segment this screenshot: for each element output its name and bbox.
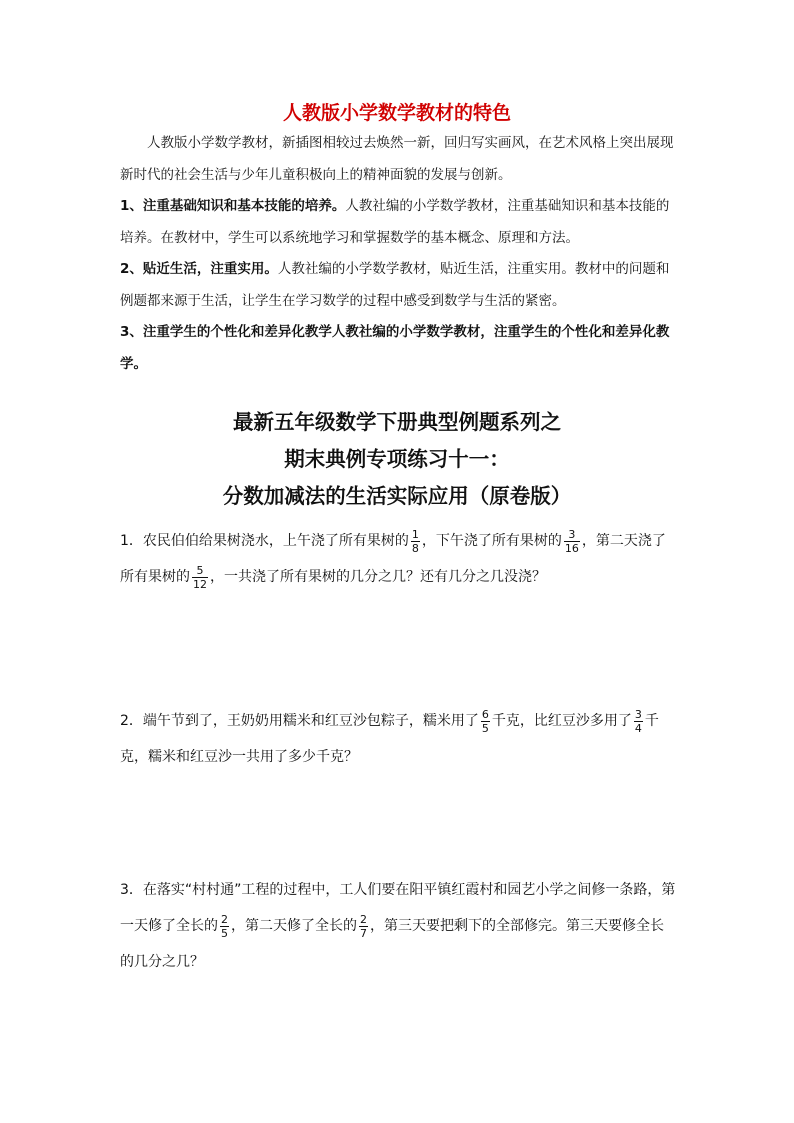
feature-1 <box>120 191 676 254</box>
denominator: 16 <box>564 541 579 555</box>
fraction <box>634 708 643 735</box>
question-1-text-4: ，一共浇了所有果树的几分之几？还有几分之几没浇？ <box>210 569 546 585</box>
question-2-text-2: 千克，比红豆沙多用了 <box>491 713 632 729</box>
numerator: 3 <box>634 707 642 721</box>
numerator: 2 <box>221 912 228 926</box>
fraction <box>564 528 580 555</box>
feature-1-heading: 1、注重基础知识和基本技能的培养。 <box>120 198 346 214</box>
numerator: 1 <box>411 527 419 541</box>
denominator: 4 <box>634 721 642 735</box>
question-3 <box>120 872 676 980</box>
denominator: 8 <box>411 541 419 555</box>
numerator: 3 <box>564 528 580 542</box>
feature-2-text: 人教社编的小学数学教材，贴近生活，注重实用。教材中的问题和例题都来源于生活，让学生在学习数学的过程中感受到数学与生活的紧密。 <box>120 261 670 309</box>
question-3-text-3: ，第三天要把剩下的全部修完。第三天要修全长的几分之几？ <box>120 918 664 970</box>
fraction <box>359 913 368 940</box>
question-1 <box>120 523 676 595</box>
feature-2-heading: 2、贴近生活，注重实用。 <box>120 261 278 277</box>
question-1-text-1: 1．农民伯伯给果树浇水，上午浇了所有果树的 <box>120 533 409 549</box>
denominator: 5 <box>221 926 228 940</box>
fraction <box>411 528 420 555</box>
denominator: 7 <box>360 926 367 940</box>
worksheet-title-line-1: 最新五年级数学下册典型例题系列之 <box>233 410 561 434</box>
intro-paragraph: 人教版小学数学教材，新插图相较过去焕然一新，回归写实画风，在艺术风格上突出展现新时代的社会生活与少年儿童积极向上的精神面貌的发展与创新。 <box>120 135 674 183</box>
denominator: 12 <box>193 577 207 591</box>
numerator: 2 <box>360 912 367 926</box>
feature-1-text: 人教社编的小学数学教材，注重基础知识和基本技能的培养。在教材中，学生可以系统地学习和掌握数学的基本概念、原理和方法。 <box>120 198 670 246</box>
question-3-text-2: ，第二天修了全长的 <box>231 918 357 934</box>
fraction <box>220 913 229 940</box>
feature-3-heading: 3、注重学生的个性化和差异化教学人教社编的小学数学教材，注重学生的个性化和差异化教学。 <box>120 324 670 372</box>
fraction <box>192 564 208 591</box>
question-2-text-1: 2．端午节到了，王奶奶用糯米和红豆沙包粽子，糯米用了 <box>120 713 479 729</box>
intro-section <box>120 128 676 380</box>
fraction <box>481 708 490 735</box>
question-1-text-2: ，下午浇了所有果树的 <box>421 533 562 549</box>
intro-title: 人教版小学数学教材的特色 <box>282 102 511 124</box>
question-1-text-3: ，第二天浇了所有果树的 <box>120 533 666 585</box>
worksheet-title-line-3: 分数加减法的生活实际应用（原卷版） <box>222 484 572 508</box>
worksheet-title-line-2: 期末典例专项练习十一： <box>284 447 510 471</box>
numerator: 5 <box>192 564 208 578</box>
feature-3 <box>120 317 676 380</box>
question-2-text-3: 千克，糯米和红豆沙一共用了多少千克？ <box>120 713 659 765</box>
worksheet-title <box>0 404 794 515</box>
feature-2 <box>120 254 676 317</box>
numerator: 6 <box>481 707 489 721</box>
question-3-text-1: 3．在落实“村村通”工程的过程中，工人们要在阳平镇红霞村和园艺小学之间修一条路，第一天修了全长的 <box>120 882 676 934</box>
question-2 <box>120 703 676 775</box>
denominator: 5 <box>481 721 489 735</box>
